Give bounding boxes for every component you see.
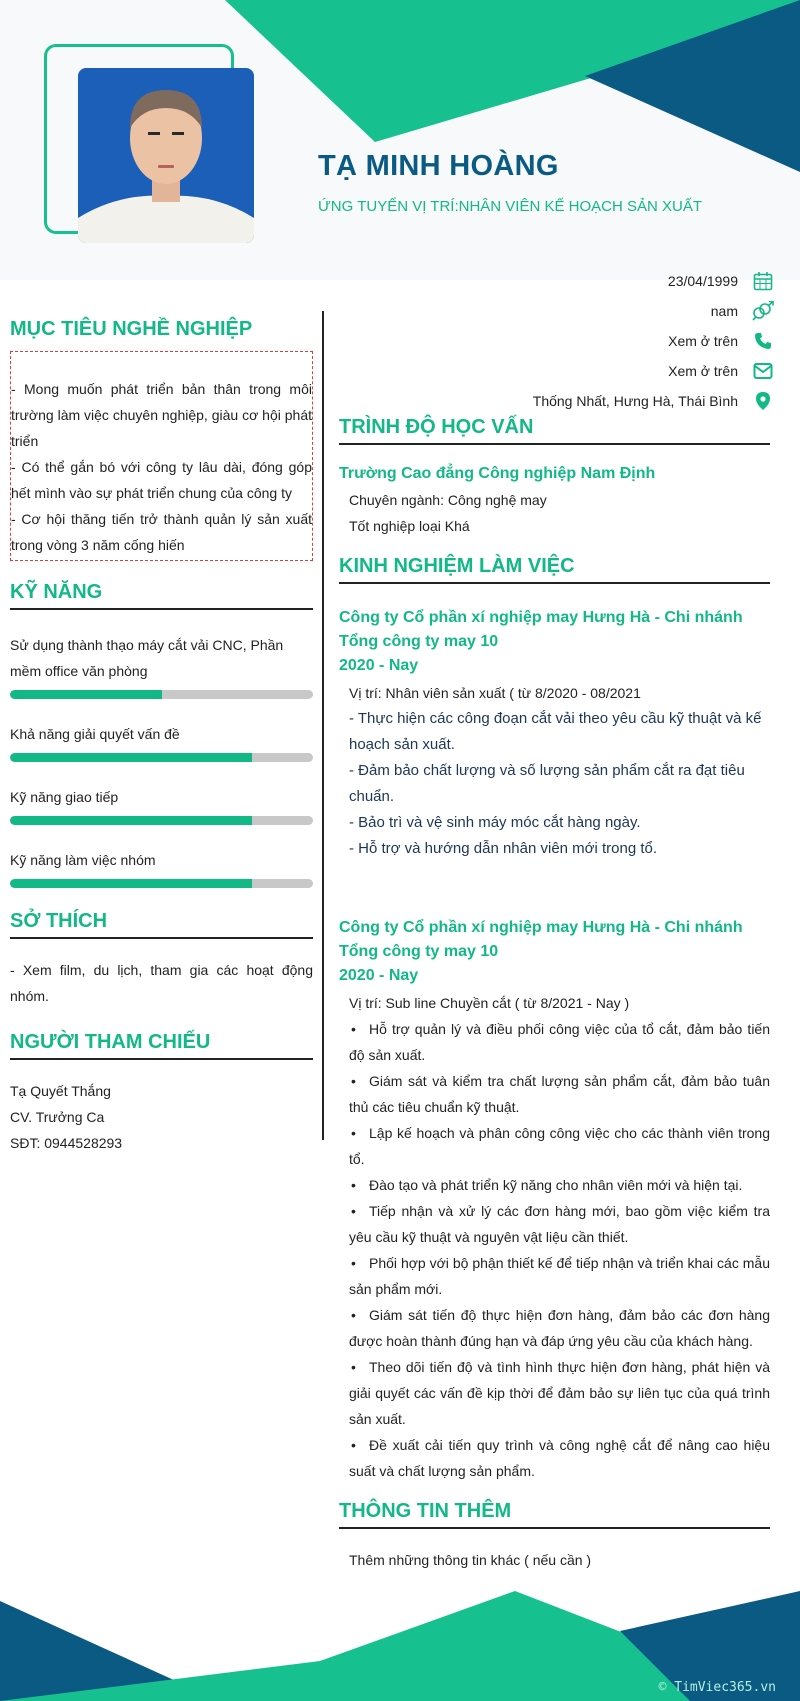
references-list — [10, 1078, 313, 1156]
job-duty: • Tiếp nhận và xử lý các đơn hàng mới, bao gồm việc kiểm tra yêu cầu kỹ thuật và nguyên vật liệu cần thiết. — [349, 1198, 770, 1250]
job-duty: - Thực hiện các công đoạn cắt vải theo yêu cầu kỹ thuật và kế hoạch sản xuất. — [349, 710, 762, 753]
hobbies-section — [10, 910, 313, 1009]
contact-list — [374, 266, 774, 416]
contact-gender — [374, 296, 774, 326]
objective-line: - Có thể gắn bó với công ty lâu dài, đóng góp hết mình vào sự phát triển chung của công ty — [11, 459, 312, 501]
experience-section — [339, 555, 770, 1484]
skill-item — [10, 721, 313, 762]
skill-fill — [10, 879, 252, 888]
watermark: © TimViec365.vn — [658, 1680, 776, 1695]
skill-bar — [10, 753, 313, 762]
contact-birthday — [374, 266, 774, 296]
job-duty: • Theo dõi tiến độ và tình hình thực hiện đơn hàng, phát hiện và giải quyết các vấn đề kịp thời để đảm bảo sự liên tục của quá trình sản xuất. — [349, 1354, 770, 1432]
objective-line: - Cơ hội thăng tiến trở thành quản lý sản xuất trong vòng 3 năm cống hiến — [11, 511, 312, 553]
job-years: 2020 - Nay — [339, 657, 419, 674]
hobbies-title: SỞ THÍCH — [10, 910, 313, 939]
phone-icon — [752, 330, 774, 352]
birthday-text: 23/04/1999 — [667, 273, 738, 289]
extra-info-section — [339, 1500, 770, 1573]
left-column — [10, 318, 313, 1156]
calendar-icon — [752, 270, 774, 292]
company-name: Công ty Cổ phần xí nghiệp may Hưng Hà - Chi nhánh Tổng công ty may 10 — [339, 609, 743, 650]
job-entry — [339, 916, 770, 1484]
profile-photo — [78, 68, 254, 243]
reference-name: Tạ Quyết Thắng — [10, 1083, 111, 1099]
school-name: Trường Cao đẳng Công nghiệp Nam Định — [339, 465, 656, 482]
contact-address — [374, 386, 774, 416]
skill-label: Khả năng giải quyết vấn đề — [10, 726, 180, 742]
education-major: Chuyên ngành: Công nghệ may — [349, 492, 547, 508]
extra-info-text: Thêm những thông tin khác ( nếu cần ) — [349, 1552, 592, 1568]
skill-item — [10, 847, 313, 888]
job-role: Vị trí: Nhân viên sản xuất ( từ 8/2020 - 08/2021 — [349, 685, 641, 701]
skill-bar — [10, 816, 313, 825]
company-name: Công ty Cổ phần xí nghiệp may Hưng Hà - Chi nhánh Tổng công ty may 10 — [339, 919, 743, 960]
references-title: NGƯỜI THAM CHIẾU — [10, 1031, 313, 1060]
address-text: Thống Nhất, Hưng Hà, Thái Bình — [532, 393, 738, 409]
column-divider — [322, 311, 324, 1140]
hobbies-text: - Xem film, du lịch, tham gia các hoạt động nhóm. — [10, 962, 313, 1004]
reference-phone: SĐT: 0944528293 — [10, 1135, 123, 1151]
education-section — [339, 416, 770, 539]
skills-section — [10, 581, 313, 888]
contact-phone — [374, 326, 774, 356]
objective-title: MỤC TIÊU NGHỀ NGHIỆP — [10, 318, 253, 340]
skill-label: Kỹ năng làm việc nhóm — [10, 852, 156, 868]
candidate-name: TẠ MINH HOÀNG — [318, 150, 559, 182]
job-duty: • Hỗ trợ quản lý và điều phối công việc của tổ cắt, đảm bảo tiến độ sản xuất. — [349, 1016, 770, 1068]
job-duty: • Đề xuất cải tiến quy trình và công nghệ cắt để nâng cao hiệu suất và chất lượng sản phẩm. — [349, 1432, 770, 1484]
skill-item — [10, 784, 313, 825]
target-position: ỨNG TUYỂN VỊ TRÍ:NHÂN VIÊN KẾ HOẠCH SẢN XUẤT — [318, 198, 702, 215]
objective-box — [10, 351, 313, 561]
skill-fill — [10, 816, 252, 825]
skill-label: Kỹ năng giao tiếp — [10, 789, 119, 805]
job-role: Vị trí: Sub line Chuyền cắt ( từ 8/2021 - Nay ) — [349, 995, 630, 1011]
objective-line: - Mong muốn phát triển bản thân trong môi trường làm việc chuyên nghiệp, giàu cơ hội phát triển — [11, 381, 312, 449]
skill-label: Sử dụng thành thạo máy cắt vải CNC, Phần mềm office văn phòng — [10, 637, 284, 679]
email-text: Xem ở trên — [668, 363, 738, 379]
job-duty: • Giám sát và kiểm tra chất lượng sản phẩm cắt, đảm bảo tuân thủ các tiêu chuẩn kỹ thuật. — [349, 1068, 770, 1120]
skill-fill — [10, 690, 162, 699]
location-icon — [752, 390, 774, 412]
contact-email — [374, 356, 774, 386]
reference-title: CV. Trưởng Ca — [10, 1109, 105, 1125]
extra-info-title: THÔNG TIN THÊM — [339, 1500, 770, 1529]
job-entry — [339, 606, 770, 862]
job-duty: • Phối hợp với bộ phận thiết kế để tiếp nhận và triển khai các mẫu sản phẩm mới. — [349, 1250, 770, 1302]
objective-section — [10, 318, 313, 561]
email-icon — [752, 360, 774, 382]
skill-bar — [10, 879, 313, 888]
job-duty: - Bảo trì và vệ sinh máy móc cắt hàng ngày. — [349, 814, 641, 831]
job-years: 2020 - Nay — [339, 967, 419, 984]
job-duty-list — [339, 1016, 770, 1484]
job-duty: • Đào tạo và phát triển kỹ năng cho nhân viên mới và hiện tại. — [349, 1172, 770, 1198]
skill-item — [10, 632, 313, 699]
skills-title: KỸ NĂNG — [10, 581, 313, 610]
right-column — [339, 416, 770, 1573]
job-duty: • Giám sát tiến độ thực hiện đơn hàng, đảm bảo các đơn hàng được hoàn thành đúng hạn và đáp ứng yêu cầu của khách hàng. — [349, 1302, 770, 1354]
job-duty: - Hỗ trợ và hướng dẫn nhân viên mới trong tổ. — [349, 840, 658, 857]
skill-fill — [10, 753, 252, 762]
education-title: TRÌNH ĐỘ HỌC VẤN — [339, 416, 770, 445]
education-grade: Tốt nghiệp loại Khá — [349, 518, 470, 534]
gender-text: nam — [710, 303, 738, 319]
gender-icon — [752, 300, 774, 322]
references-section — [10, 1031, 313, 1156]
job-duty: - Đảm bảo chất lượng và số lượng sản phẩm cắt ra đạt tiêu chuẩn. — [349, 762, 745, 805]
skill-bar — [10, 690, 313, 699]
job-duty: • Lập kế hoạch và phân công công việc cho các thành viên trong tổ. — [349, 1120, 770, 1172]
experience-title: KINH NGHIỆM LÀM VIỆC — [339, 555, 770, 584]
phone-text: Xem ở trên — [668, 333, 738, 349]
